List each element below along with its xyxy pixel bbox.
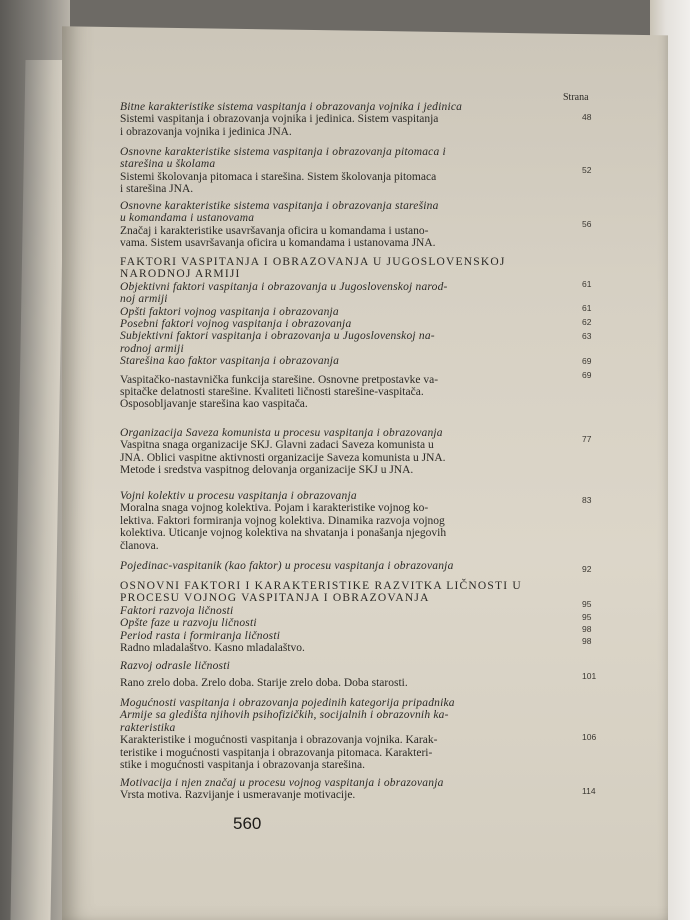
page-number: 106 [582,732,597,742]
subentry-heading: Starešina kao faktor vaspitanja i obrazovanja [120,355,340,368]
entry-heading: Osnovne karakteristike sistema vaspitanja i obrazovanja pitomaca i [120,146,446,158]
page-number: 95 [582,599,592,609]
entry-body-line: Radno mladalaštvo. Kasno mladalaštvo. [120,642,305,655]
page-number: 77 [582,434,592,444]
entry-heading: Motivacija i njen značaj u procesu vojnog vaspitanja i obrazovanja [120,777,444,789]
entry-heading: Osnovne karakteristike sistema vaspitanja i obrazovanja starešina [120,200,439,212]
section-heading: OSNOVNI FAKTORI I KARAKTERISTIKE RAZVITKA LIČNOSTI U [120,580,522,592]
entry-body-line: Sistemi vaspitanja i obrazovanja vojnika i jedinica. Sistem vaspitanja [120,113,439,126]
page-number: 61 [582,303,592,313]
page-number: 61 [582,279,592,289]
entry-body-line: Značaj i karakteristike usavršavanja oficira u komandama i ustano- [120,224,429,237]
subentry-heading: Opšti faktori vojnog vaspitanja i obrazovanja [120,305,339,318]
section-heading: PROCESU VOJNOG VASPITANJA I OBRAZOVANJA [120,592,430,605]
page-number: 95 [582,612,592,622]
page-number: 63 [582,331,592,341]
entry-body-line: Sistemi školovanja pitomaca i starešina. Sistem školovanja pitomaca [120,170,437,183]
entry-body-line: članova. [120,539,159,552]
entry-body-line: Moralna snaga vojnog kolektiva. Pojam i karakteristike vojnog ko- [120,502,429,515]
entry-body-line: Rano zrelo doba. Zrelo doba. Starije zrelo doba. Doba starosti. [120,677,408,690]
page-number: 48 [582,112,592,122]
page-number: 83 [582,495,592,505]
subentry-heading: Period rasta i formiranja ličnosti [120,629,281,642]
toc-entry [120,200,572,250]
page-number: 114 [582,786,596,796]
page-folio: 560 [233,814,262,833]
page-number: 56 [582,219,592,229]
subentry-heading: Posebni faktori vojnog vaspitanja i obrazovanja [120,318,352,331]
entry-heading: Pojedinac-vaspitanik (kao faktor) u procesu vaspitanja i obrazovanja [120,560,454,572]
entry-heading: starešina u školama [120,158,216,171]
entry-body-line: stike i mogućnosti vaspitanja i obrazovanja starešina. [120,759,365,772]
toc-entry [120,146,572,196]
entry-body-line: Vrsta motiva. Razvijanje i usmeravanje motivacije. [120,789,356,802]
section-heading: FAKTORI VASPITANJA I OBRAZOVANJA U JUGOSLOVENSKOJ [120,256,506,268]
entry-body-line: JNA. Oblici vaspitne aktivnosti organizacije Saveza komunista u JNA. [120,451,446,464]
entry-body-line: kolektiva. Uticanje vojnog kolektiva na shvatanja i ponašanja njegovih [120,527,447,540]
entry-heading: Razvoj odrasle ličnosti [120,660,231,672]
entry-body-line: Metode i sredstva vaspitnog delovanja organizacije SKJ u JNA. [120,464,414,477]
page-number: 69 [582,370,592,380]
toc-entry [120,427,572,477]
subentry-heading: Subjektivni faktori vaspitanja i obrazovanja u Jugoslovenskoj na- [120,330,435,343]
subentry-heading: rodnoj armiji [120,342,184,355]
column-header-strana: Strana [563,92,589,103]
subentry-heading: noj armiji [120,293,168,306]
subentry-heading: Faktori razvoja ličnosti [120,604,234,617]
toc-entry [120,560,572,572]
entry-body-line: Vaspitna snaga organizacije SKJ. Glavni zadaci Saveza komunista u [120,439,434,452]
toc-entry [120,697,572,771]
page-number: 52 [582,165,592,175]
section-heading: NARODNOJ ARMIJI [120,268,241,281]
entry-body-line: i obrazovanja vojnika i jedinica JNA. [120,125,292,138]
entry-heading: Organizacija Saveza komunista u procesu vaspitanja i obrazovanja [120,427,443,439]
subentry-heading: Opšte faze u razvoju ličnosti [120,617,257,630]
entry-body-line: vama. Sistem usavršavanja oficira u komandama i ustanovama JNA. [120,237,436,250]
toc-entry [120,660,572,690]
entry-heading: Vojni kolektiv u procesu vaspitanja i obrazovanja [120,490,357,502]
entry-body-line: Vaspitačko-nastavnička funkcija starešine. Osnovne pretpostavke va- [120,373,439,386]
page-number: 101 [582,671,597,681]
entry-body-line: spitačke delatnosti starešine. Kvaliteti ličnosti starešine-vaspitača. [120,386,424,399]
entry-body-line: lektiva. Faktori formiranja vojnog kolektiva. Dinamika razvoja vojnog [120,514,445,527]
page-number: 62 [582,317,592,327]
subentry-heading: Objektivni faktori vaspitanja i obrazovanja u Jugoslovenskoj narod- [120,280,448,293]
entry-heading: Bitne karakteristike sistema vaspitanja i obrazovanja vojnika i jedinica [120,101,463,113]
entry-heading: Armije sa gledišta njihovih psihofizičkih, socijalnih i obrazovnih ka- [120,709,449,722]
page-number: 69 [582,356,592,366]
entry-body-line: teristike i mogućnosti vaspitanja i obrazovanja pitomaca. Karakteri- [120,746,433,759]
toc-entry [120,490,572,552]
entry-body-line: i starešina JNA. [120,183,194,196]
page-number: 92 [582,564,592,574]
toc-section [120,580,572,654]
entry-body-line: Karakteristike i mogućnosti vaspitanja i obrazovanja vojnika. Karak- [120,734,438,747]
entry-heading: u komandama i ustanovama [120,212,255,225]
toc-entry [120,101,572,138]
entry-heading: rakteristika [120,721,176,734]
page-number: 98 [582,636,592,646]
page-number: 98 [582,624,592,634]
toc-section [120,256,572,411]
entry-body-line: Osposobljavanje starešina kao vaspitača. [120,398,308,411]
entry-heading: Mogućnosti vaspitanja i obrazovanja pojedinih kategorija pripadnika [120,697,455,709]
toc-entry [120,777,572,802]
